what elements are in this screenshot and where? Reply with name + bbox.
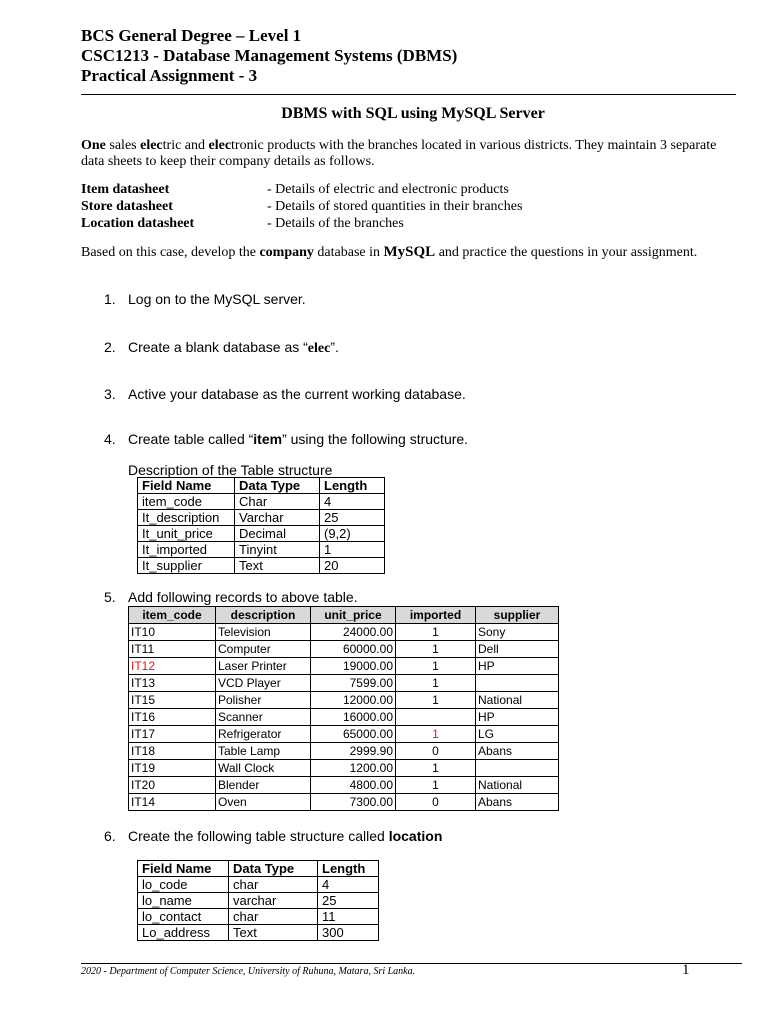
supplier-cell: LG [476, 726, 559, 743]
imported-cell: 1 [396, 658, 476, 675]
item-code-cell: IT20 [129, 777, 216, 794]
step-4-post: ” using the following structure. [282, 431, 469, 447]
header-course: BCS General Degree – Level 1 [81, 26, 302, 45]
item-structure-cell: item_code [138, 494, 235, 510]
header-assignment: Practical Assignment - 3 [81, 66, 258, 85]
item-structure-cell: Varchar [235, 510, 320, 526]
item-code-cell: IT13 [129, 675, 216, 692]
item-code-cell: IT18 [129, 743, 216, 760]
step-5-number: 5. [104, 589, 116, 605]
table-row [129, 675, 559, 692]
unit-price-cell: 60000.00 [311, 641, 396, 658]
item-code-cell: IT11 [129, 641, 216, 658]
based-t3: and practice the questions in your assignment. [435, 245, 698, 260]
item-code-cell: IT12 [129, 658, 216, 675]
item-code-cell: IT16 [129, 709, 216, 726]
table-row [129, 624, 559, 641]
step-6-number: 6. [104, 828, 116, 844]
intro-t3: tronic products with the branches located in various districts. They maintain 3 separate data sheets to keep their company details as follows. [81, 138, 717, 169]
item-structure-caption: Description of the Table structure [128, 462, 333, 478]
item-structure-cell: 20 [320, 558, 385, 574]
based-t1: Based on this case, develop the [81, 245, 260, 260]
item-structure-cell: (9,2) [320, 526, 385, 542]
location-structure-header-field: Field Name [138, 861, 229, 877]
supplier-cell: HP [476, 658, 559, 675]
datasheet-desc-store: - Details of stored quantities in their branches [267, 199, 523, 214]
item-structure-row [138, 510, 385, 526]
location-structure-header-length: Length [318, 861, 379, 877]
unit-price-cell: 1200.00 [311, 760, 396, 777]
records-header-row [129, 607, 559, 624]
item-code-cell: IT14 [129, 794, 216, 811]
intro-elec2: elec [208, 138, 232, 153]
location-structure-cell: 4 [318, 877, 379, 893]
table-row [129, 760, 559, 777]
intro-t1: sales [105, 138, 141, 153]
datasheet-desc-item: - Details of electric and electronic products [267, 182, 509, 197]
item-structure-table [137, 477, 385, 574]
imported-cell: 0 [396, 794, 476, 811]
page-title: DBMS with SQL using MySQL Server [281, 105, 545, 122]
supplier-cell: National [476, 777, 559, 794]
supplier-cell: Abans [476, 794, 559, 811]
imported-cell: 1 [396, 726, 476, 743]
table-row [129, 726, 559, 743]
step-4-pre: Create table called “ [128, 431, 254, 447]
item-structure-cell: It_imported [138, 542, 235, 558]
location-structure-cell: char [229, 909, 318, 925]
unit-price-cell: 12000.00 [311, 692, 396, 709]
supplier-cell: Abans [476, 743, 559, 760]
unit-price-cell: 65000.00 [311, 726, 396, 743]
intro-one: One [81, 138, 106, 153]
location-structure-cell: lo_code [138, 877, 229, 893]
item-structure-row [138, 526, 385, 542]
location-structure-cell: Text [229, 925, 318, 941]
table-row [129, 777, 559, 794]
table-row [129, 709, 559, 726]
based-t2: database in [313, 245, 384, 260]
item-structure-cell: It_unit_price [138, 526, 235, 542]
step-1-text: Log on to the MySQL server. [128, 291, 306, 307]
step-6-text [128, 828, 442, 844]
location-structure-cell: 11 [318, 909, 379, 925]
table-row [129, 658, 559, 675]
intro-t2: tric and [162, 138, 209, 153]
datasheet-desc-location: - Details of the branches [267, 216, 404, 231]
step-4-bold: item [253, 431, 283, 447]
location-structure-cell: varchar [229, 893, 318, 909]
location-structure-row [138, 893, 379, 909]
description-cell: Scanner [216, 709, 311, 726]
records-header-description: description [216, 607, 311, 624]
item-structure-row [138, 558, 385, 574]
table-row [129, 641, 559, 658]
unit-price-cell: 19000.00 [311, 658, 396, 675]
description-cell: VCD Player [216, 675, 311, 692]
datasheet-name-store: Store datasheet [81, 199, 173, 214]
description-cell: Computer [216, 641, 311, 658]
location-structure-cell: 300 [318, 925, 379, 941]
footer-rule [81, 963, 742, 964]
location-structure-cell: 25 [318, 893, 379, 909]
page-number: 1 [682, 962, 690, 978]
location-structure-row [138, 877, 379, 893]
table-row [129, 692, 559, 709]
step-1-number: 1. [104, 291, 116, 307]
description-cell: Television [216, 624, 311, 641]
supplier-cell [476, 760, 559, 777]
item-structure-cell: 1 [320, 542, 385, 558]
location-structure-cell: Lo_address [138, 925, 229, 941]
header-module: CSC1213 - Database Management Systems (DBMS) [81, 46, 458, 65]
description-cell: Oven [216, 794, 311, 811]
based-company: company [259, 245, 314, 260]
unit-price-cell: 24000.00 [311, 624, 396, 641]
step-2-number: 2. [104, 339, 116, 355]
supplier-cell: HP [476, 709, 559, 726]
description-cell: Laser Printer [216, 658, 311, 675]
step-2-post: ”. [330, 339, 339, 355]
location-structure-cell: lo_name [138, 893, 229, 909]
item-structure-header-field: Field Name [138, 478, 235, 494]
imported-cell: 1 [396, 760, 476, 777]
based-mysql: MySQL [383, 244, 436, 260]
based-paragraph [81, 244, 721, 261]
imported-cell: 1 [396, 641, 476, 658]
location-structure-cell: char [229, 877, 318, 893]
item-structure-cell: 4 [320, 494, 385, 510]
step-5-text: Add following records to above table. [128, 589, 358, 605]
item-code-cell: IT17 [129, 726, 216, 743]
unit-price-cell: 16000.00 [311, 709, 396, 726]
unit-price-cell: 7300.00 [311, 794, 396, 811]
item-structure-cell: Decimal [235, 526, 320, 542]
item-structure-cell: 25 [320, 510, 385, 526]
supplier-cell: National [476, 692, 559, 709]
imported-cell: 1 [396, 777, 476, 794]
item-code-cell: IT19 [129, 760, 216, 777]
supplier-cell: Sony [476, 624, 559, 641]
item-structure-header-type: Data Type [235, 478, 320, 494]
unit-price-cell: 7599.00 [311, 675, 396, 692]
imported-cell: 1 [396, 624, 476, 641]
location-structure-row [138, 909, 379, 925]
item-structure-header-row [138, 478, 385, 494]
records-table [128, 606, 559, 811]
imported-cell: 1 [396, 692, 476, 709]
step-4-text [128, 431, 468, 447]
item-structure-row [138, 494, 385, 510]
step-2-text [128, 339, 339, 357]
unit-price-cell: 2999.90 [311, 743, 396, 760]
footer-text: 2020 - Department of Computer Science, University of Ruhuna, Matara, Sri Lanka. [81, 966, 416, 977]
table-row [129, 794, 559, 811]
supplier-cell [476, 675, 559, 692]
step-4-number: 4. [104, 431, 116, 447]
step-3-number: 3. [104, 386, 116, 402]
description-cell: Table Lamp [216, 743, 311, 760]
location-structure-row [138, 925, 379, 941]
records-header-supplier: supplier [476, 607, 559, 624]
records-header-unit-price: unit_price [311, 607, 396, 624]
header-rule [81, 94, 736, 95]
location-structure-header-row [138, 861, 379, 877]
records-header-imported: imported [396, 607, 476, 624]
location-structure-table [137, 860, 379, 941]
item-structure-header-length: Length [320, 478, 385, 494]
records-header-item-code: item_code [129, 607, 216, 624]
location-structure-cell: lo_contact [138, 909, 229, 925]
item-structure-cell: Text [235, 558, 320, 574]
intro-elec1: elec [140, 138, 163, 153]
item-structure-cell: It_description [138, 510, 235, 526]
item-structure-row [138, 542, 385, 558]
description-cell: Wall Clock [216, 760, 311, 777]
step-6-bold: location [388, 828, 443, 844]
datasheet-name-location: Location datasheet [81, 216, 195, 231]
item-structure-cell: It_supplier [138, 558, 235, 574]
imported-cell: 0 [396, 743, 476, 760]
step-6-pre: Create the following table structure called [128, 828, 389, 844]
datasheet-name-item: Item datasheet [81, 182, 170, 197]
imported-cell [396, 709, 476, 726]
item-structure-cell: Char [235, 494, 320, 510]
unit-price-cell: 4800.00 [311, 777, 396, 794]
location-structure-header-type: Data Type [229, 861, 318, 877]
item-code-cell: IT15 [129, 692, 216, 709]
supplier-cell: Dell [476, 641, 559, 658]
step-2-pre: Create a blank database as “ [128, 339, 308, 355]
intro-paragraph [81, 138, 741, 170]
description-cell: Refrigerator [216, 726, 311, 743]
imported-cell: 1 [396, 675, 476, 692]
step-3-text: Active your database as the current working database. [128, 386, 466, 402]
step-2-bold: elec [307, 341, 331, 356]
item-structure-cell: Tinyint [235, 542, 320, 558]
table-row [129, 743, 559, 760]
item-code-cell: IT10 [129, 624, 216, 641]
description-cell: Blender [216, 777, 311, 794]
description-cell: Polisher [216, 692, 311, 709]
